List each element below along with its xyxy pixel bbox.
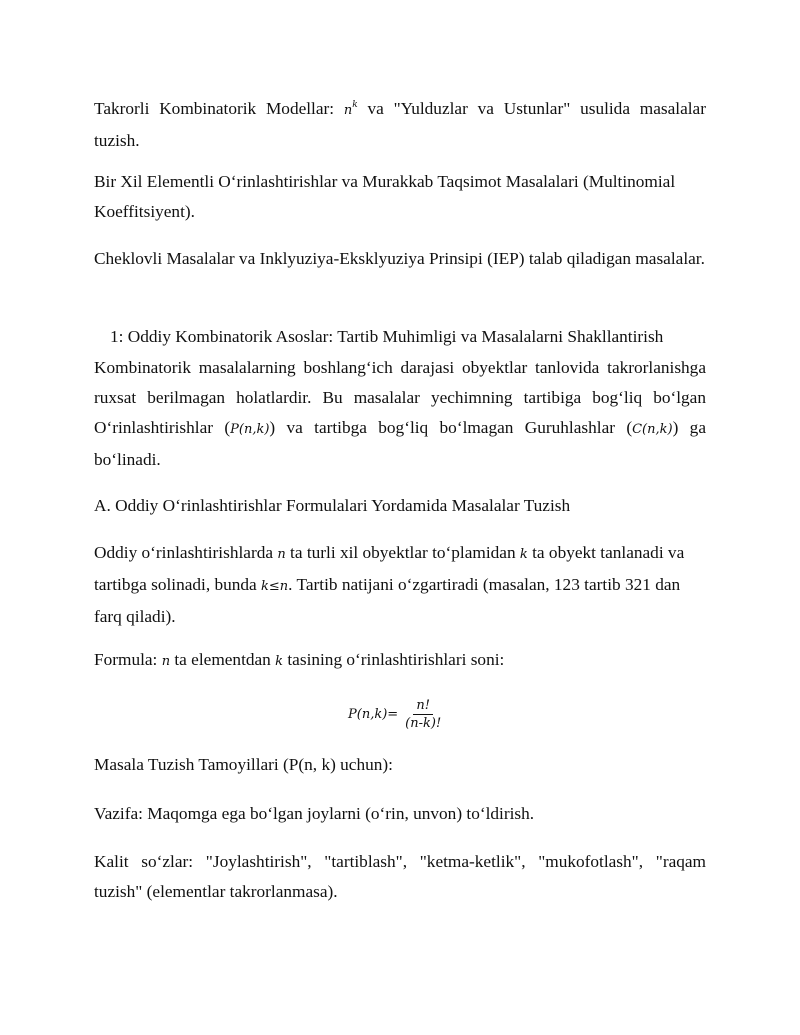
paragraph-text: va "Yulduzlar va Ustunlar" usulida masalalar tuzish. bbox=[94, 98, 706, 150]
paragraph-iterated-models bbox=[94, 90, 706, 156]
paragraph-keywords: Kalit so‘zlar: "Joylashtirish", "tartiblash", "ketma-ketlik", "mukofotlash", "raqam tuzish" (elementlar takrorlanmasa). bbox=[94, 852, 706, 901]
paragraph-text: ) ga bo‘linadi. bbox=[94, 418, 706, 469]
paragraph-task: Vazifa: Maqomga ega bo‘lgan joylarni (o‘rin, unvon) to‘ldirish. bbox=[94, 804, 535, 823]
paragraph-text: Takrorli Kombinatorik Modellar: bbox=[94, 98, 344, 118]
math-combination: C(n,k) bbox=[632, 422, 673, 437]
paragraph-multinomial: Bir Xil Elementli O‘rinlashtirishlar va Murakkab Taqsimot Masalalari (Multinomial Koeffitsiyent). bbox=[94, 172, 676, 221]
formula-numerator: n! bbox=[413, 698, 433, 715]
formula-lhs: P(n,k)= bbox=[348, 706, 399, 722]
math-var-n: n bbox=[161, 654, 171, 669]
formula-denominator: (n-k)! bbox=[405, 715, 442, 731]
paragraph-iep: Cheklovli Masalalar va Inklyuziya-Eksklyuziya Prinsipi (IEP) talab qiladigan masalalar. bbox=[94, 249, 705, 268]
section-heading: 1: Oddiy Kombinatorik Asoslar: Tartib Muhimligi va Masalalarni Shakllantirish bbox=[110, 327, 664, 346]
math-permutation: P(n,k) bbox=[230, 422, 270, 437]
paragraph-basics bbox=[94, 353, 706, 475]
math-var-k: k bbox=[275, 654, 284, 669]
subheading-a: A. Oddiy O‘rinlashtirishlar Formulalari Yordamida Masalalar Tuzish bbox=[94, 496, 571, 515]
math-var-k: k bbox=[519, 547, 528, 562]
paragraph-text: ta elementdan bbox=[170, 650, 276, 669]
math-base: n bbox=[343, 102, 353, 118]
paragraph-text: ta turli xil obyektlar to‘plamidan bbox=[285, 543, 520, 562]
formula-fraction bbox=[402, 698, 444, 731]
math-exponent: k bbox=[352, 100, 358, 110]
paragraph-principles: Masala Tuzish Tamoyillari (P(n, k) uchun): bbox=[94, 755, 393, 774]
paragraph-simple-permutations bbox=[94, 538, 706, 632]
paragraph-text: ta obyekt tanlanadi va tartibga solinadi, bunda bbox=[94, 543, 685, 594]
math-var-n: n bbox=[277, 547, 286, 562]
paragraph-text: Kombinatorik masalalarning boshlang‘ich darajasi obyektlar tanlovida takrorlanishga ruxsat berilmagan holatlardir. Bu masalalar yechimning tartibiga bog‘liq bo‘lgan O‘rinlashtirishlar ( bbox=[94, 358, 706, 437]
math-inequality: k≤n bbox=[261, 579, 289, 594]
paragraph-text: ) va tartibga bog‘liq bo‘lmagan Guruhlashlar ( bbox=[269, 418, 633, 437]
paragraph-text: Formula: bbox=[94, 650, 162, 669]
permutation-formula bbox=[348, 692, 444, 736]
paragraph-formula-intro bbox=[94, 645, 706, 677]
paragraph-text: tasining o‘rinlashtirishlari soni: bbox=[283, 650, 505, 669]
paragraph-text: Oddiy o‘rinlashtirishlarda bbox=[94, 543, 278, 562]
paragraph-text: . Tartib natijani o‘zgartiradi (masalan, 123 tartib 321 dan farq qiladi). bbox=[94, 575, 681, 626]
